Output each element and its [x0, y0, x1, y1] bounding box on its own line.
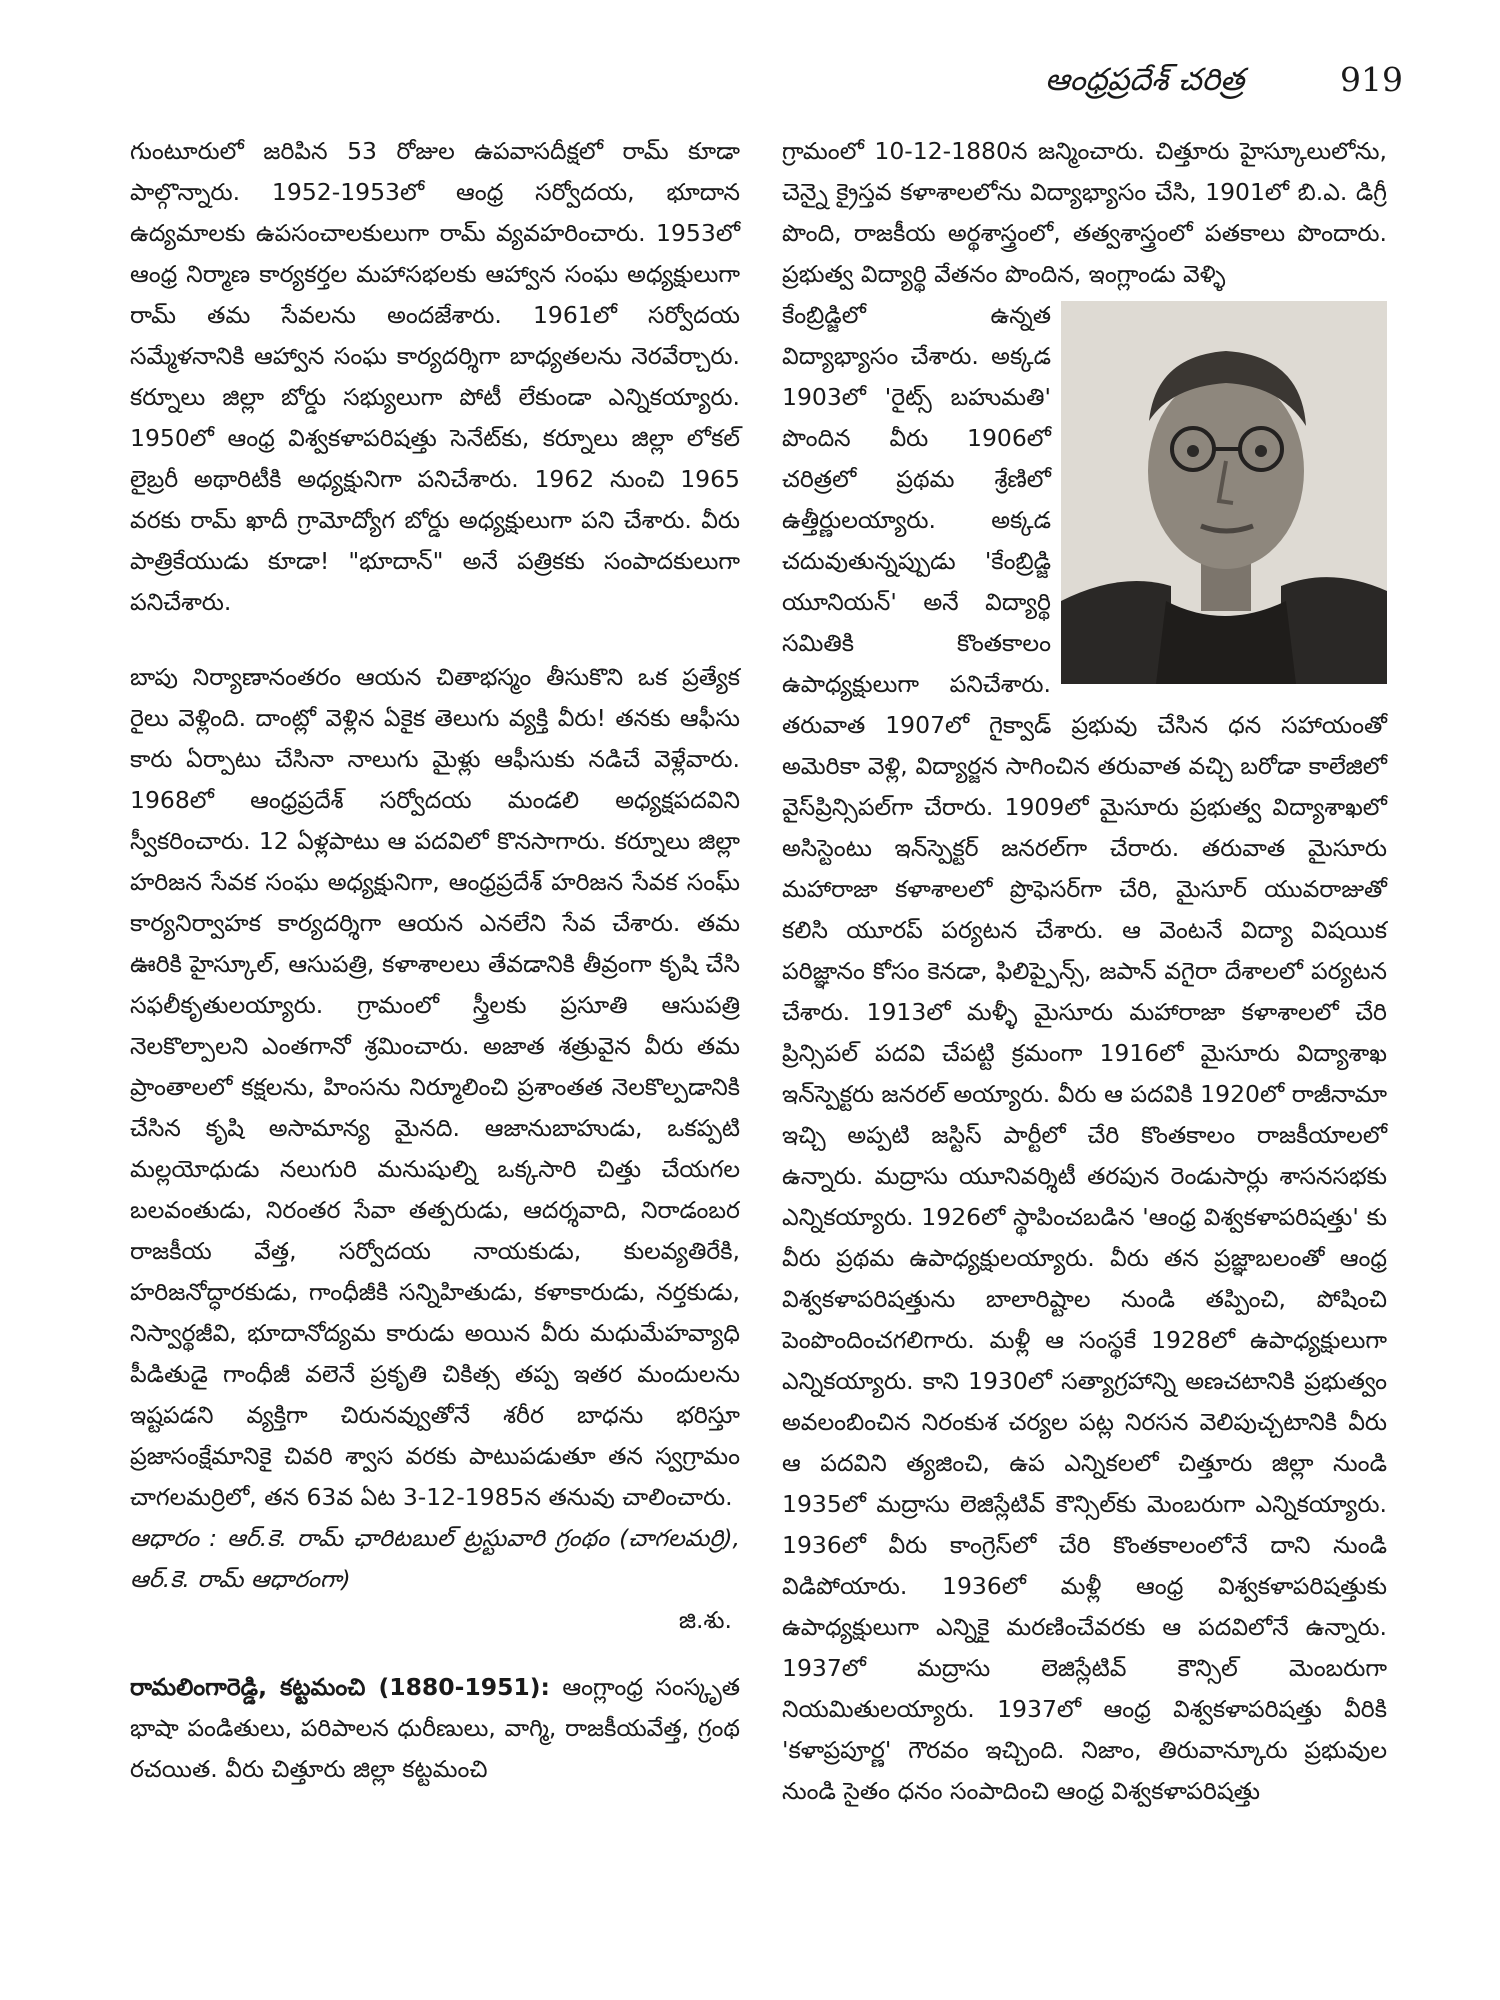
paragraph-ram-activities: గుంటూరులో జరిపిన 53 రోజుల ఉపవాసదీక్షలో రామ్ కూడా పాల్గొన్నారు. 1952-1953లో ఆంధ్ర సర్వోదయ, భూదాన ఉద్యమాలకు ఉపసంచాలకులుగా రామ్ వ్యవహరించారు. 1953లో ఆంధ్ర నిర్మాణ కార్యకర్తల మహాసభలకు ఆహ్వాన సంఘ అధ్యక్షులుగా రామ్ తమ సేవలను అందజేశారు. 1961లో సర్వోదయ సమ్మేళనానికి ఆహ్వాన సంఘ కార్యదర్శిగా బాధ్యతలను నెరవేర్చారు. కర్నూలు జిల్లా బోర్డు సభ్యులుగా పోటీ లేకుండా ఎన్నికయ్యారు. 1950లో ఆంధ్ర విశ్వకళాపరిషత్తు సెనేట్‌కు, కర్నూలు జిల్లా లోకల్ లైబ్రరీ అథారిటీకి అధ్యక్షునిగా పనిచేశారు. 1962 నుంచి 1965 వరకు రామ్ ఖాదీ గ్రామోద్యోగ బోర్డు అధ్యక్షులుగా పని చేశారు. వీరు పాత్రికేయుడు కూడా! "భూదాన్" అనే పత్రికకు సంపాదకులుగా పనిచేశారు.: [130, 137, 740, 616]
right-column: [782, 131, 1387, 1812]
left-column: [130, 131, 740, 1790]
source-citation: ఆధారం : ఆర్.కె. రామ్ ఛారిటబుల్ ట్రస్టువారి గ్రంథం (చాగలమర్రి), ఆర్.కె. రామ్ ఆధారంగా): [130, 1524, 740, 1593]
paragraph-birth-education: గ్రామంలో 10-12-1880న జన్మించారు. చిత్తూరు హైస్కూలులోను, చెన్నై క్రైస్తవ కళాశాలలోను విద్యాభ్యాసం చేసి, 1901లో బి.ఎ. డిగ్రీ పొంది, రాజకీయ అర్థశాస్త్రంలో, తత్వశాస్త్రంలో పతకాలు పొందారు. ప్రభుత్వ విద్యార్థి వేతనం పొందిన, ఇంగ్లాండు వెళ్ళి: [782, 137, 1387, 288]
portrait-icon: [1061, 301, 1387, 684]
portrait-photo: [1061, 301, 1387, 684]
page-number: 919: [1340, 60, 1403, 99]
author-initials: జి.శు.: [678, 1606, 732, 1634]
entry-heading: రామలింగారెడ్డి, కట్టమంచి (1880-1951):: [130, 1673, 550, 1701]
paragraph-cambridge: కేంబ్రిడ్జిలో ఉన్నత విద్యాభ్యాసం చేశారు. అక్కడ 1903లో 'రైట్స్ బహుమతి' పొందిన వీరు 1906లో చరిత్రలో ప్రథమ శ్రేణిలో ఉత్తీర్ణులయ్యారు. అక్కడ చదువుతున్నప్పుడు 'కేంబ్రిడ్జి యూనియన్' అనే విద్యార్థి సమితికి కొంతకాలం ఉపాధ్యక్షులుగా పనిచేశారు. తరువాత 1907లో గైక్వాడ్ ప్రభువు చేసిన ధన సహాయంతో అమెరికా వెళ్లి, విద్యార్జన సాగించిన తరువాత వచ్చి బరోడా కాలేజిలో వైస్‌ప్రిన్సిపల్‌గా చేరారు. 1909లో మైసూరు ప్రభుత్వ విద్యాశాఖలో అసిస్టెంటు ఇన్‌స్పెక్టర్ జనరల్‌గా చేరారు. తరువాత మైసూరు మహారాజా కళాశాలలో ప్రొఫెసర్‌గా చేరి, మైసూర్ యువరాజుతో కలిసి యూరప్ పర్యటన చేశారు. ఆ వెంటనే విద్యా విషయిక పరిజ్ఞానం కోసం కెనడా, ఫిలిప్పైన్స్, జపాన్ వగైరా దేశాలలో పర్యటన చేశారు. 1913లో మళ్ళీ మైసూరు మహారాజా కళాశాలలో చేరి ప్రిన్సిపల్ పదవి చేపట్టి క్రమంగా 1916లో మైసూరు విద్యాశాఖ ఇన్‌స్పెక్టరు జనరల్ అయ్యారు. వీరు ఆ పదవికి 1920లో రాజీనామా ఇచ్చి అప్పటి జస్టిస్ పార్టీలో చేరి కొంతకాలం రాజకీయాలలో ఉన్నారు. మద్రాసు యూనివర్శిటీ తరపున రెండుసార్లు శాసనసభకు ఎన్నికయ్యారు. 1926లో స్థాపించబడిన 'ఆంధ్ర విశ్వకళాపరిషత్తు' కు వీరు ప్రథమ ఉపాధ్యక్షులయ్యారు. వీరు తన ప్రజ్ఞాబలంతో ఆంధ్ర విశ్వకళాపరిషత్తును బాలారిష్టాల నుండి తప్పించి, పోషించి పెంపొందించగలిగారు. మళ్లీ ఆ సంస్థకే 1928లో ఉపాధ్యక్షులుగా ఎన్నికయ్యారు. కాని 1930లో సత్యాగ్రహాన్ని అణచటానికి ప్రభుత్వం అవలంబించిన నిరంకుశ చర్యల పట్ల నిరసన వెలిపుచ్చటానికి వీరు ఆ పదవిని త్యజించి, ఉప ఎన్నికలలో చిత్తూరు జిల్లా నుండి 1935లో మద్రాసు లెజిస్లేటివ్ కౌన్సిల్‌కు మెంబరుగా ఎన్నికయ్యారు. 1936లో వీరు కాంగ్రెస్‌లో చేరి కొంతకాలంలోనే దాని నుండి విడిపోయారు. 1936లో మళ్లీ ఆంధ్ర విశ్వకళాపరిషత్తుకు ఉపాధ్యక్షులుగా ఎన్నికై మరణించేవరకు ఆ పదవిలోనే ఉన్నారు. 1937లో మద్రాసు లెజిస్లేటివ్ కౌన్సిల్ మెంబరుగా నియమితులయ్యారు. 1937లో ఆంధ్ర విశ్వకళాపరిషత్తు వీరికి 'కళాప్రపూర్ణ' గౌరవం ఇచ్చింది. నిజాం, తిరువాన్కూరు ప్రభువుల నుండి సైతం ధనం సంపాదించి ఆంధ్ర విశ్వకళాపరిషత్తు: [782, 301, 1387, 1805]
entry-intro-text: ఆంగ్లాంధ్ర సంస్కృత భాషా పండితులు, పరిపాలన ధురీణులు, వాగ్మి, రాజకీయవేత్త, గ్రంథ రచయిత. వీరు చిత్తూరు జిల్లా కట్టమంచి: [130, 1673, 740, 1783]
paragraph-ram-life: బాపు నిర్యాణానంతరం ఆయన చితాభస్మం తీసుకొని ఒక ప్రత్యేక రైలు వెళ్లింది. దాంట్లో వెళ్లిన ఏకైక తెలుగు వ్యక్తి వీరు! తనకు ఆఫీసు కారు ఏర్పాటు చేసినా నాలుగు మైళ్లు ఆఫీసుకు నడిచే వెళ్లేవారు. 1968లో ఆంధ్రప్రదేశ్ సర్వోదయ మండలి అధ్యక్షపదవిని స్వీకరించారు. 12 ఏళ్లపాటు ఆ పదవిలో కొనసాగారు. కర్నూలు జిల్లా హరిజన సేవక సంఘ అధ్యక్షునిగా, ఆంధ్రప్రదేశ్ హరిజన సేవక సంఘ్ కార్యనిర్వాహక కార్యదర్శిగా ఆయన ఎనలేని సేవ చేశారు. తమ ఊరికి హైస్కూల్, ఆసుపత్రి, కళాశాలలు తేవడానికి తీవ్రంగా కృషి చేసి సఫలీకృతులయ్యారు. గ్రామంలో స్త్రీలకు ప్రసూతి ఆసుపత్రి నెలకొల్పాలని ఎంతగానో శ్రమించారు. అజాత శత్రువైన వీరు తమ ప్రాంతాలలో కక్షలను, హింసను నిర్మూలించి ప్రశాంతత నెలకొల్పడానికి చేసిన కృషి అసామాన్య మైనది. ఆజానుబాహుడు, ఒకప్పటి మల్లయోధుడు నలుగురి మనుషుల్ని ఒక్కసారి చిత్తు చేయగల బలవంతుడు, నిరంతర సేవా తత్పరుడు, ఆదర్శవాది, నిరాడంబర రాజకీయ వేత్త, సర్వోదయ నాయకుడు, కులవ్యతిరేకి, హరిజనోద్ధారకుడు, గాంధీజీకి సన్నిహితుడు, కళాకారుడు, నర్తకుడు, నిస్వార్థజీవి, భూదానోద్యమ కారుడు అయిన వీరు మధుమేహవ్యాధి పీడితుడై గాంధీజీ వలెనే ప్రకృతి చికిత్స తప్ప ఇతర మందులను ఇష్టపడని వ్యక్తిగా చిరునవ్వుతోనే శరీర బాధను భరిస్తూ ప్రజాసంక్షేమానికై చివరి శ్వాస వరకు పాటుపడుతూ తన స్వగ్రామం చాగలమర్రిలో, తన 63వ ఏట 3-12-1985న తనువు చాలించారు.: [130, 663, 740, 1511]
running-header-title: ఆంధ్రప్రదేశ్ చరిత్ర: [1045, 62, 1245, 98]
entry-ramalingareddy: [130, 1667, 740, 1790]
